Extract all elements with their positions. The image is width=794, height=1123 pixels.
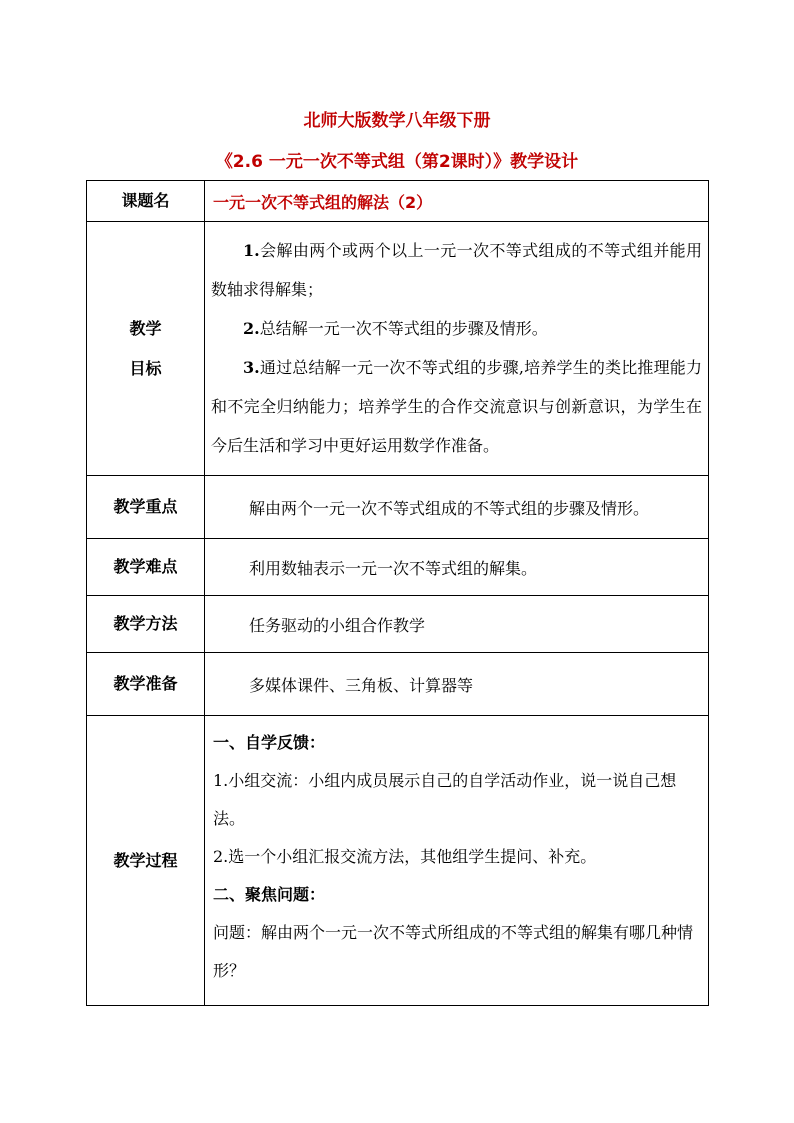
- difficulties-label: 教学难点: [87, 539, 205, 596]
- table-row-goals: [87, 222, 709, 476]
- method-value: 任务驱动的小组合作教学: [205, 596, 709, 653]
- goal-item: 3.通过总结解一元一次不等式组的步骤,培养学生的类比推理能力和不完全归纳能力；培养学生的合作交流意识与创新意识，为学生在今后生活和学习中更好运用数学作准备。: [211, 357, 702, 455]
- process-section-heading: 一、自学反馈：: [213, 733, 326, 752]
- method-label: 教学方法: [87, 596, 205, 653]
- table-row-process: [87, 716, 709, 1006]
- goal-item: 1.会解由两个或两个以上一元一次不等式组成的不等式组并能用数轴求得解集；: [211, 240, 702, 299]
- topic-label: 课题名: [87, 181, 205, 222]
- goals-label: 教学 目标: [87, 222, 205, 476]
- table-row-preparation: [87, 653, 709, 716]
- process-content: [205, 716, 709, 1006]
- table-row-topic: [87, 181, 709, 222]
- document-title: 北师大版数学八年级下册: [303, 111, 491, 131]
- table-row-key-points: [87, 476, 709, 539]
- process-question: 问题：解由两个一元一次不等式所组成的不等式组的解集有哪几种情形？: [213, 923, 694, 980]
- document-subtitle: 《2.6 一元一次不等式组（第2课时）》教学设计: [215, 152, 579, 172]
- table-row-difficulties: [87, 539, 709, 596]
- process-item: 1.小组交流：小组内成员展示自己的自学活动作业，说一说自己想法。: [213, 771, 677, 828]
- process-section-heading: 二、聚焦问题：: [213, 885, 326, 904]
- process-item: 2.选一个小组汇报交流方法，其他组学生提问、补充。: [213, 847, 597, 866]
- goals-content: [205, 222, 709, 476]
- key-points-value: 解由两个一元一次不等式组成的不等式组的步骤及情形。: [205, 476, 709, 539]
- goal-item: 2.总结解一元一次不等式组的步骤及情形。: [243, 318, 548, 338]
- key-points-label: 教学重点: [87, 476, 205, 539]
- topic-value: 一元一次不等式组的解法（2）: [205, 181, 709, 222]
- lesson-plan-table: [86, 180, 709, 1006]
- process-label: 教学过程: [87, 716, 205, 1006]
- preparation-value: 多媒体课件、三角板、计算器等: [205, 653, 709, 716]
- difficulties-value: 利用数轴表示一元一次不等式组的解集。: [205, 539, 709, 596]
- table-row-method: [87, 596, 709, 653]
- preparation-label: 教学准备: [87, 653, 205, 716]
